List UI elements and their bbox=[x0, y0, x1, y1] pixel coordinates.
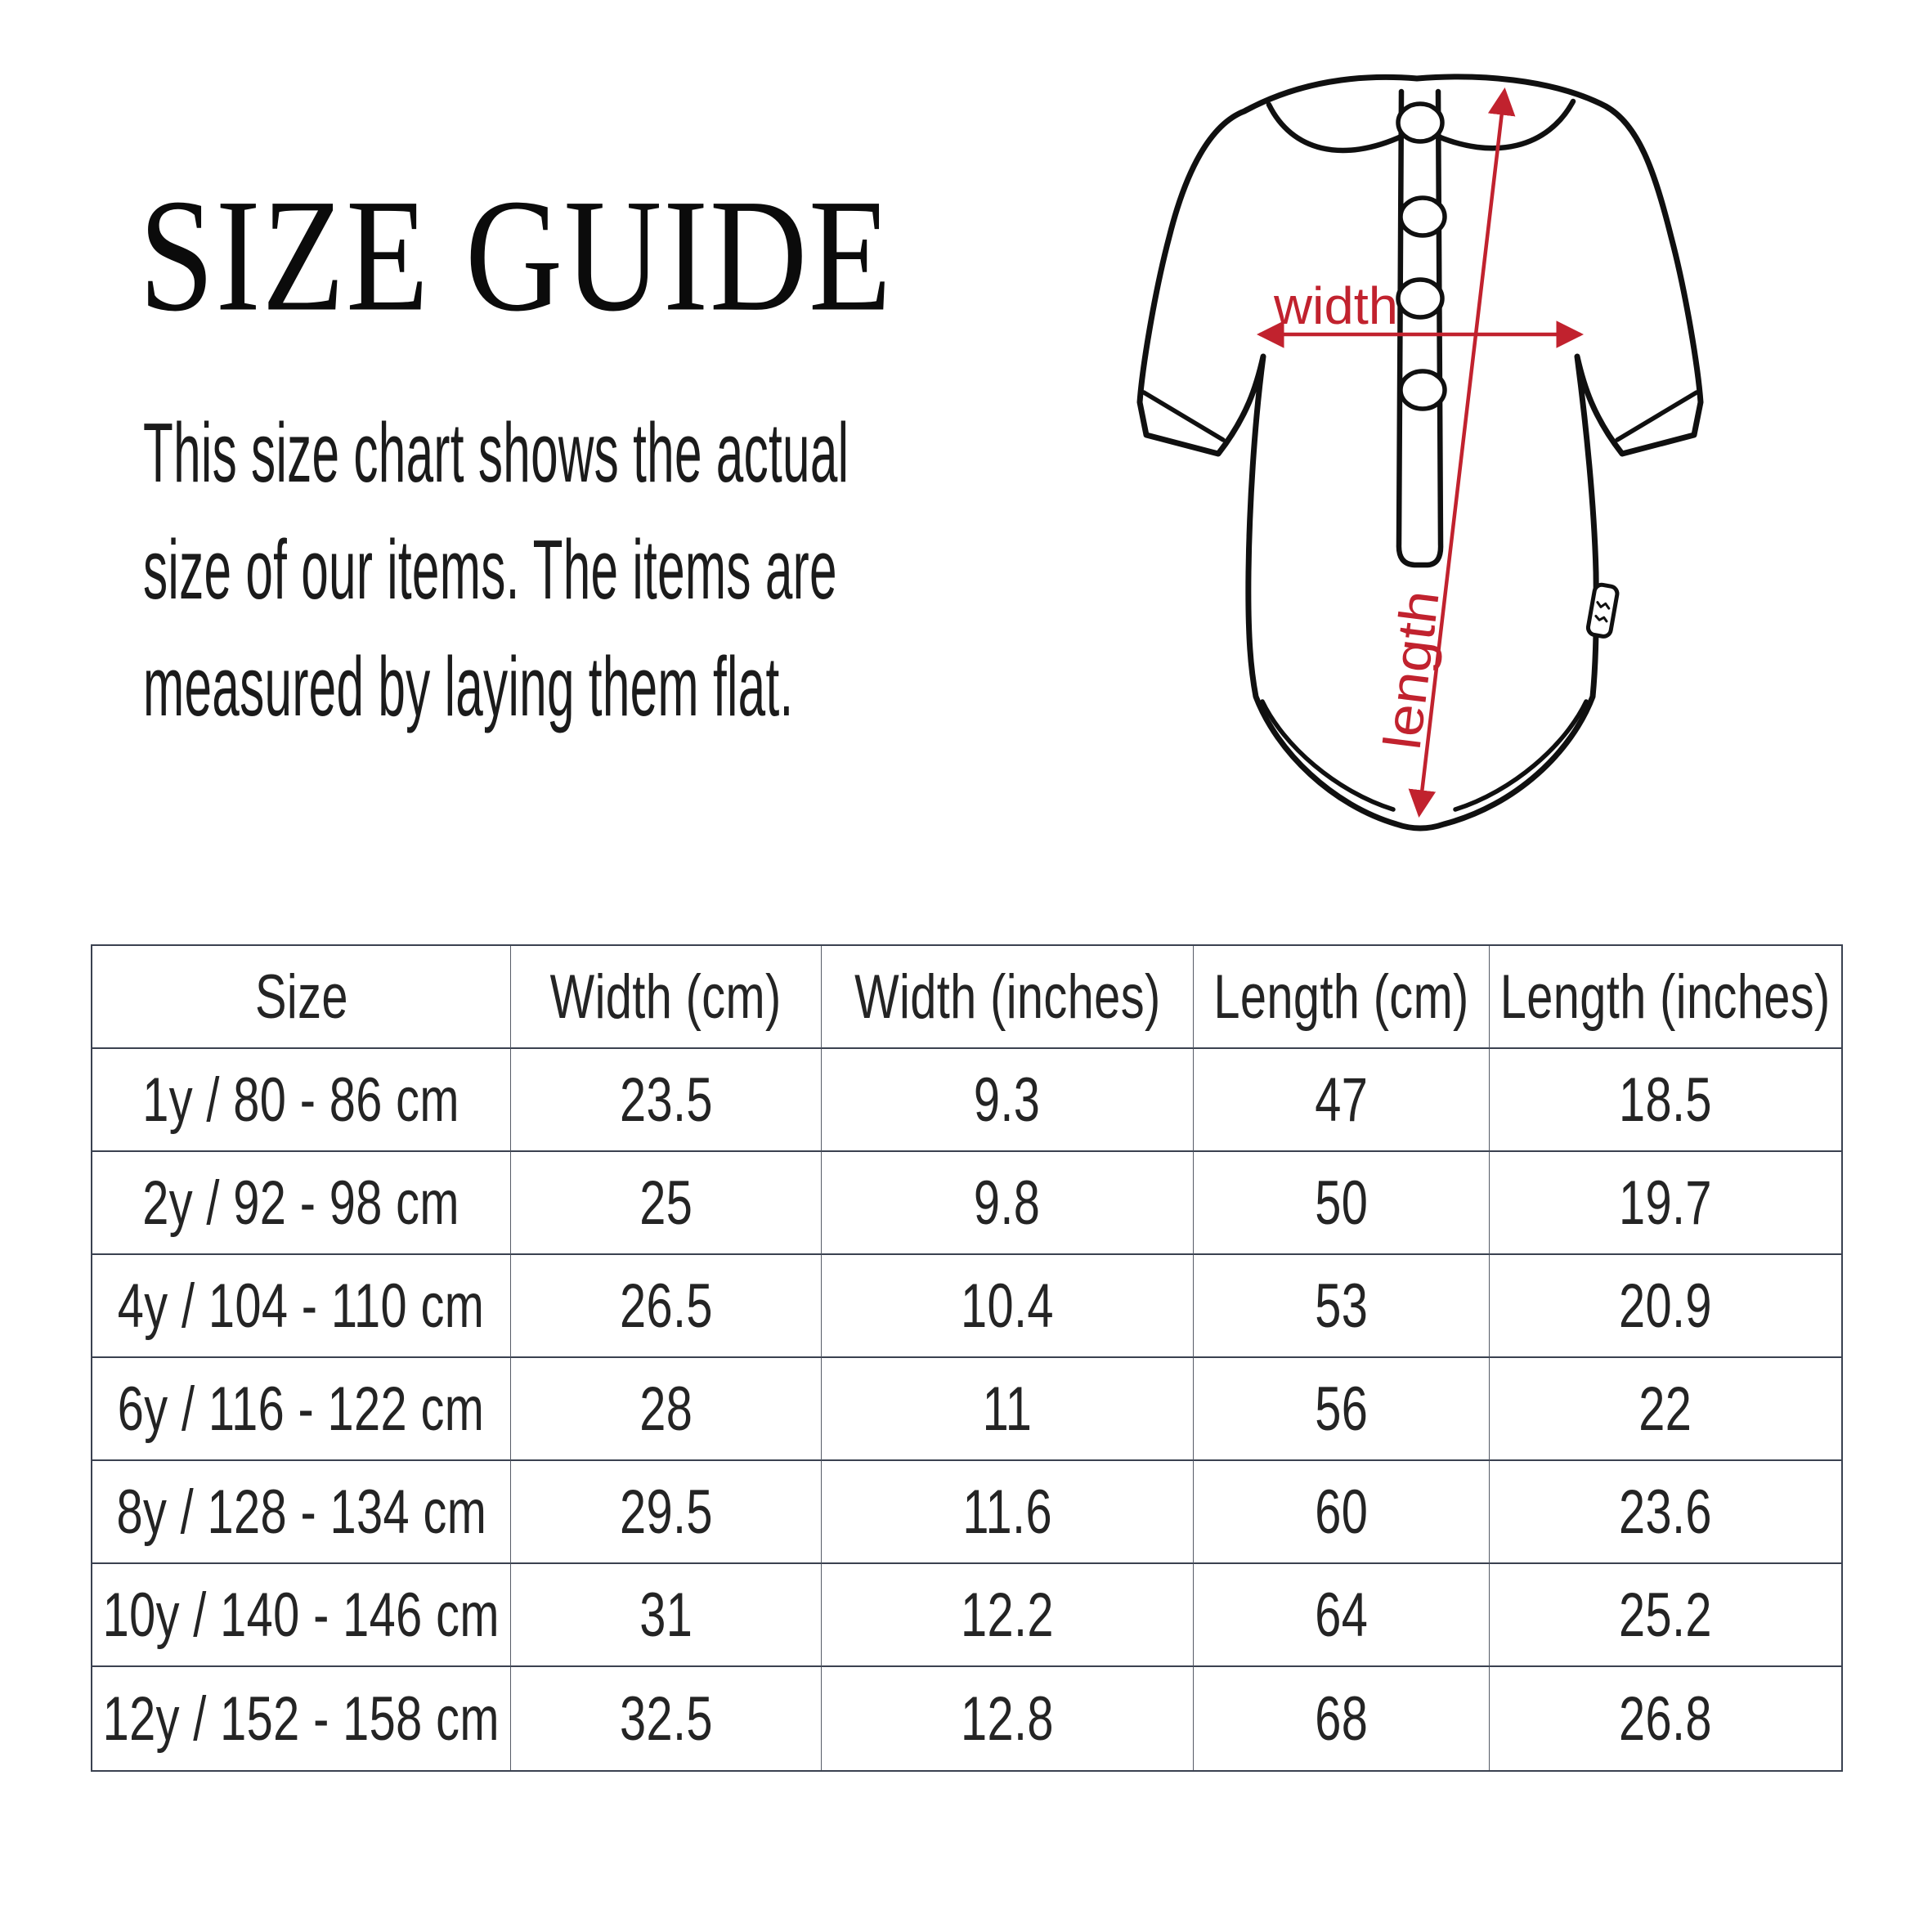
table-cell-value: 25.2 bbox=[1619, 1580, 1712, 1650]
description bbox=[143, 394, 849, 745]
table-cell bbox=[511, 1461, 822, 1564]
header-cell-label: Length (cm) bbox=[1213, 962, 1469, 1032]
description-line: size of our items. The items are bbox=[143, 522, 837, 616]
table-cell-value: 31 bbox=[639, 1580, 693, 1650]
page-title-text: SIZE GUIDE bbox=[139, 166, 893, 346]
description-line: measured by laying them flat. bbox=[143, 639, 794, 733]
table-cell bbox=[1194, 1049, 1490, 1152]
table-cell-value: 20.9 bbox=[1619, 1271, 1712, 1341]
table-cell bbox=[92, 1358, 511, 1461]
header-cell bbox=[92, 946, 511, 1049]
table-cell bbox=[1194, 1152, 1490, 1255]
table-cell-value: 2y / 92 - 98 cm bbox=[142, 1168, 460, 1238]
table-cell-value: 29.5 bbox=[619, 1477, 713, 1547]
page-title bbox=[139, 166, 1006, 346]
header-cell bbox=[1490, 946, 1841, 1049]
header-cell bbox=[822, 946, 1194, 1049]
table-cell bbox=[92, 1152, 511, 1255]
width-label: width bbox=[1272, 276, 1398, 335]
table-cell bbox=[92, 1255, 511, 1358]
table-cell-value: 11 bbox=[982, 1374, 1033, 1444]
table-cell-value: 12.2 bbox=[961, 1580, 1054, 1650]
table-cell bbox=[511, 1358, 822, 1461]
table-cell-value: 18.5 bbox=[1619, 1065, 1712, 1135]
header-cell bbox=[1194, 946, 1490, 1049]
header-cell-label: Width (inches) bbox=[854, 962, 1161, 1032]
table-cell bbox=[822, 1461, 1194, 1564]
table-cell-value: 26.5 bbox=[619, 1271, 713, 1341]
table-cell-value: 23.5 bbox=[619, 1065, 713, 1135]
table-cell bbox=[1194, 1358, 1490, 1461]
table-cell bbox=[1194, 1461, 1490, 1564]
header-cell-label: Size bbox=[254, 962, 348, 1032]
table-cell bbox=[1490, 1152, 1841, 1255]
table-cell bbox=[1490, 1461, 1841, 1564]
table-cell bbox=[1490, 1049, 1841, 1152]
table-cell bbox=[1490, 1667, 1841, 1770]
table-cell-value: 53 bbox=[1314, 1271, 1368, 1341]
table-cell bbox=[511, 1667, 822, 1770]
table-cell-value: 60 bbox=[1314, 1477, 1368, 1547]
table-cell bbox=[92, 1564, 511, 1667]
header-cell-label: Width (cm) bbox=[550, 962, 782, 1032]
table-cell-value: 25 bbox=[639, 1168, 693, 1238]
table-cell bbox=[822, 1255, 1194, 1358]
table-cell bbox=[1490, 1358, 1841, 1461]
header-cell-label: Length (inches) bbox=[1500, 962, 1831, 1032]
table-cell-value: 8y / 128 - 134 cm bbox=[116, 1477, 486, 1547]
table-cell-value: 12y / 152 - 158 cm bbox=[102, 1683, 500, 1754]
table-cell-value: 32.5 bbox=[619, 1683, 713, 1754]
table-cell bbox=[822, 1358, 1194, 1461]
table-cell bbox=[511, 1564, 822, 1667]
table-cell bbox=[822, 1667, 1194, 1770]
table-cell bbox=[822, 1564, 1194, 1667]
bodysuit-diagram bbox=[1063, 33, 1758, 875]
table-cell-value: 9.3 bbox=[974, 1065, 1041, 1135]
table-cell-value: 10y / 140 - 146 cm bbox=[102, 1580, 500, 1650]
table-cell-value: 11.6 bbox=[962, 1477, 1052, 1547]
description-line: This size chart shows the actual bbox=[143, 406, 849, 500]
table-cell bbox=[92, 1049, 511, 1152]
length-label: length bbox=[1372, 603, 1449, 753]
table-cell-value: 50 bbox=[1314, 1168, 1368, 1238]
button-placket bbox=[1399, 92, 1441, 565]
table-cell bbox=[1194, 1667, 1490, 1770]
table-cell bbox=[1194, 1255, 1490, 1358]
table-cell-value: 68 bbox=[1314, 1683, 1368, 1754]
table-cell-value: 6y / 116 - 122 cm bbox=[118, 1374, 485, 1444]
table-cell bbox=[822, 1049, 1194, 1152]
table-cell-value: 28 bbox=[639, 1374, 693, 1444]
table-cell bbox=[1194, 1564, 1490, 1667]
table-cell-value: 4y / 104 - 110 cm bbox=[118, 1271, 485, 1341]
table-cell-value: 9.8 bbox=[974, 1168, 1041, 1238]
table-cell bbox=[1490, 1255, 1841, 1358]
table-cell-value: 23.6 bbox=[1619, 1477, 1712, 1547]
header-cell bbox=[511, 946, 822, 1049]
size-table bbox=[91, 944, 1843, 1772]
table-cell-value: 56 bbox=[1314, 1374, 1368, 1444]
table-cell bbox=[822, 1152, 1194, 1255]
table-cell-value: 12.8 bbox=[961, 1683, 1054, 1754]
table-cell-value: 19.7 bbox=[1619, 1168, 1712, 1238]
table-cell bbox=[92, 1667, 511, 1770]
table-cell-value: 64 bbox=[1314, 1580, 1368, 1650]
table-cell bbox=[92, 1461, 511, 1564]
table-cell bbox=[1490, 1564, 1841, 1667]
table-cell bbox=[511, 1255, 822, 1358]
table-cell bbox=[511, 1049, 822, 1152]
table-cell-value: 26.8 bbox=[1619, 1683, 1712, 1754]
table-cell-value: 47 bbox=[1314, 1065, 1368, 1135]
table-cell-value: 22 bbox=[1638, 1374, 1692, 1444]
table-cell-value: 10.4 bbox=[961, 1271, 1054, 1341]
table-cell-value: 1y / 80 - 86 cm bbox=[142, 1065, 460, 1135]
table-cell bbox=[511, 1152, 822, 1255]
